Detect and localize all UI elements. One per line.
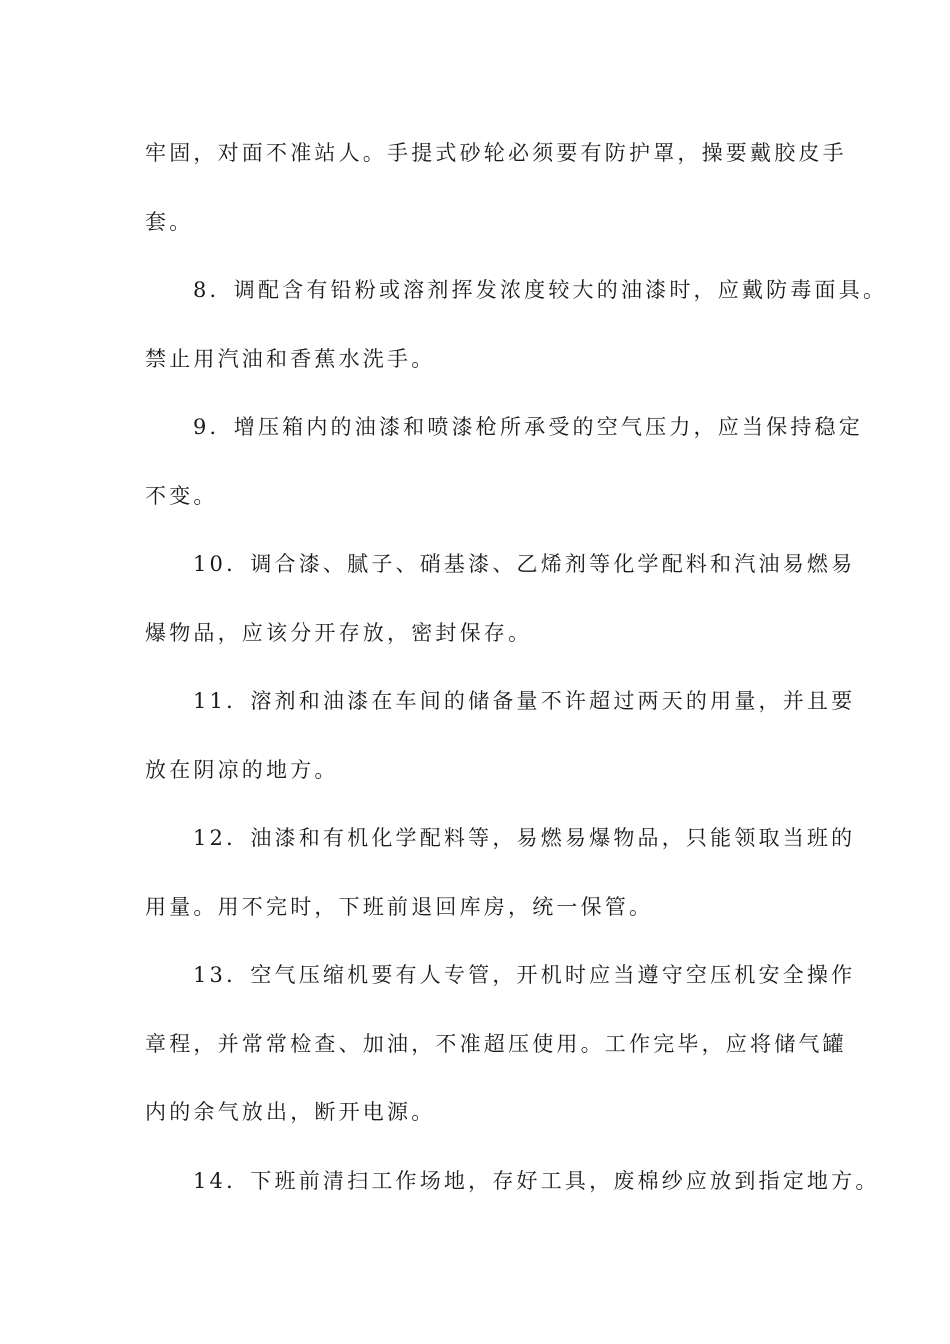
text-line: 不变。 xyxy=(145,483,218,508)
text-line: 爆物品，应该分开存放，密封保存。 xyxy=(145,620,533,645)
text-line: 10．调合漆、腻子、硝基漆、乙烯剂等化学配料和汽油易燃易 xyxy=(193,552,856,576)
text-line: 套。 xyxy=(145,209,194,234)
text-line: 11．溶剂和油漆在车间的储备量不许超过两天的用量，并且要 xyxy=(193,689,856,713)
text-line: 13．空气压缩机要有人专管，开机时应当遵守空压机安全操作 xyxy=(193,963,856,987)
text-line: 内的余气放出，断开电源。 xyxy=(145,1100,436,1124)
text-line: 放在阴凉的地方。 xyxy=(145,757,339,782)
text-line: 9．增压箱内的油漆和喷漆枪所承受的空气压力，应当保持稳定 xyxy=(193,415,863,439)
body-text xyxy=(145,131,888,1227)
text-line: 用量。用不完时，下班前退回库房，统一保管。 xyxy=(145,894,654,919)
text-line: 12．油漆和有机化学配料等，易燃易爆物品，只能领取当班的 xyxy=(193,826,856,850)
text-line: 章程，并常常检查、加油，不准超压使用。工作完毕，应将储气罐 xyxy=(145,1031,847,1056)
text-line: 牢固，对面不准站人。手提式砂轮必须要有防护罩，操要戴胶皮手 xyxy=(145,141,847,165)
text-line: 8．调配含有铅粉或溶剂挥发浓度较大的油漆时，应戴防毒面具。 xyxy=(193,278,888,302)
text-line: 禁止用汽油和香蕉水洗手。 xyxy=(145,346,436,371)
text-line: 14．下班前清扫工作场地，存好工具，废棉纱应放到指定地方。 xyxy=(193,1168,880,1193)
